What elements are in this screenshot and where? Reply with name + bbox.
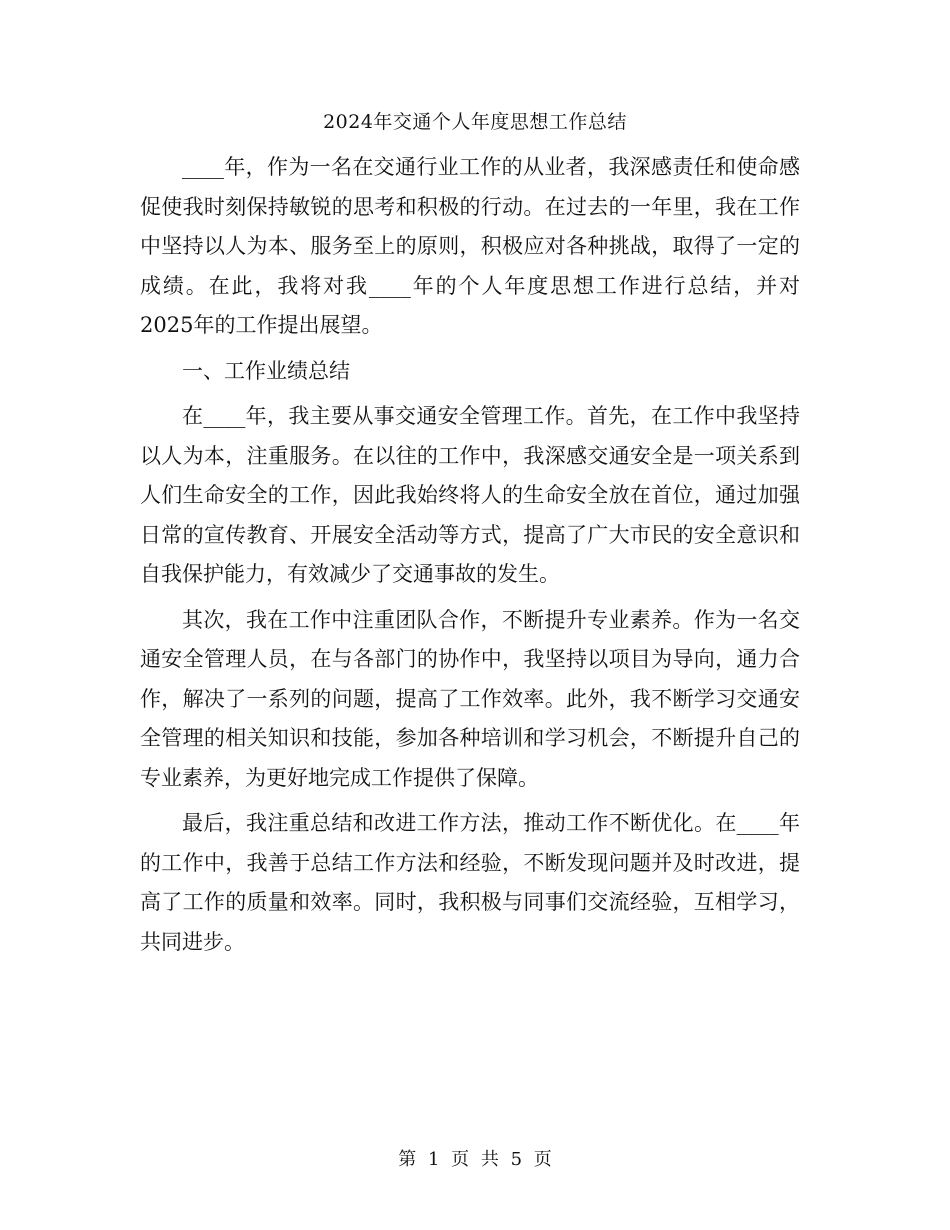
page-footer: 第 1 页 共 5 页 <box>398 1149 552 1170</box>
body-paragraph-2: 其次，我在工作中注重团队合作，不断提升专业素养。作为一名交通安全管理人员，在与各部门的协作中，我坚持以项目为导向，通力合作，解决了一系列的问题，提高了工作效率。此外，我不断学习交通安全管理的相关知识和技能，参加各种培训和学习机会，不断提升自己的专业素养，为更好地完成工作提供了保障。 <box>140 607 800 790</box>
section-heading: 一、工作业绩总结 <box>182 358 350 383</box>
body-paragraph-1: 在____年，我主要从事交通安全管理工作。首先，在工作中我坚持以人为本，注重服务。在以往的工作中，我深感交通安全是一项关系到人们生命安全的工作，因此我始终将人的生命安全放在首位，通过加强日常的宣传教育、开展安全活动等方式，提高了广大市民的安全意识和自我保护能力，有效减少了交通事故的发生。 <box>140 404 800 586</box>
document-title: 2024年交通个人年度思想工作总结 <box>323 111 627 133</box>
document-body <box>140 148 800 968</box>
intro-paragraph: ____年，作为一名在交通行业工作的从业者，我深感责任和使命感促使我时刻保持敏锐的思考和积极的行动。在过去的一年里，我在工作中坚持以人为本、服务至上的原则，积极应对各种挑战，取得了一定的成绩。在此，我将对我____年的个人年度思想工作进行总结，并对2025年的工作提出展望。 <box>140 155 800 337</box>
body-paragraph-3: 最后，我注重总结和改进工作方法，推动工作不断优化。在____年的工作中，我善于总结工作方法和经验，不断发现问题并及时改进，提高了工作的质量和效率。同时，我积极与同事们交流经验，互相学习，共同进步。 <box>140 811 800 954</box>
